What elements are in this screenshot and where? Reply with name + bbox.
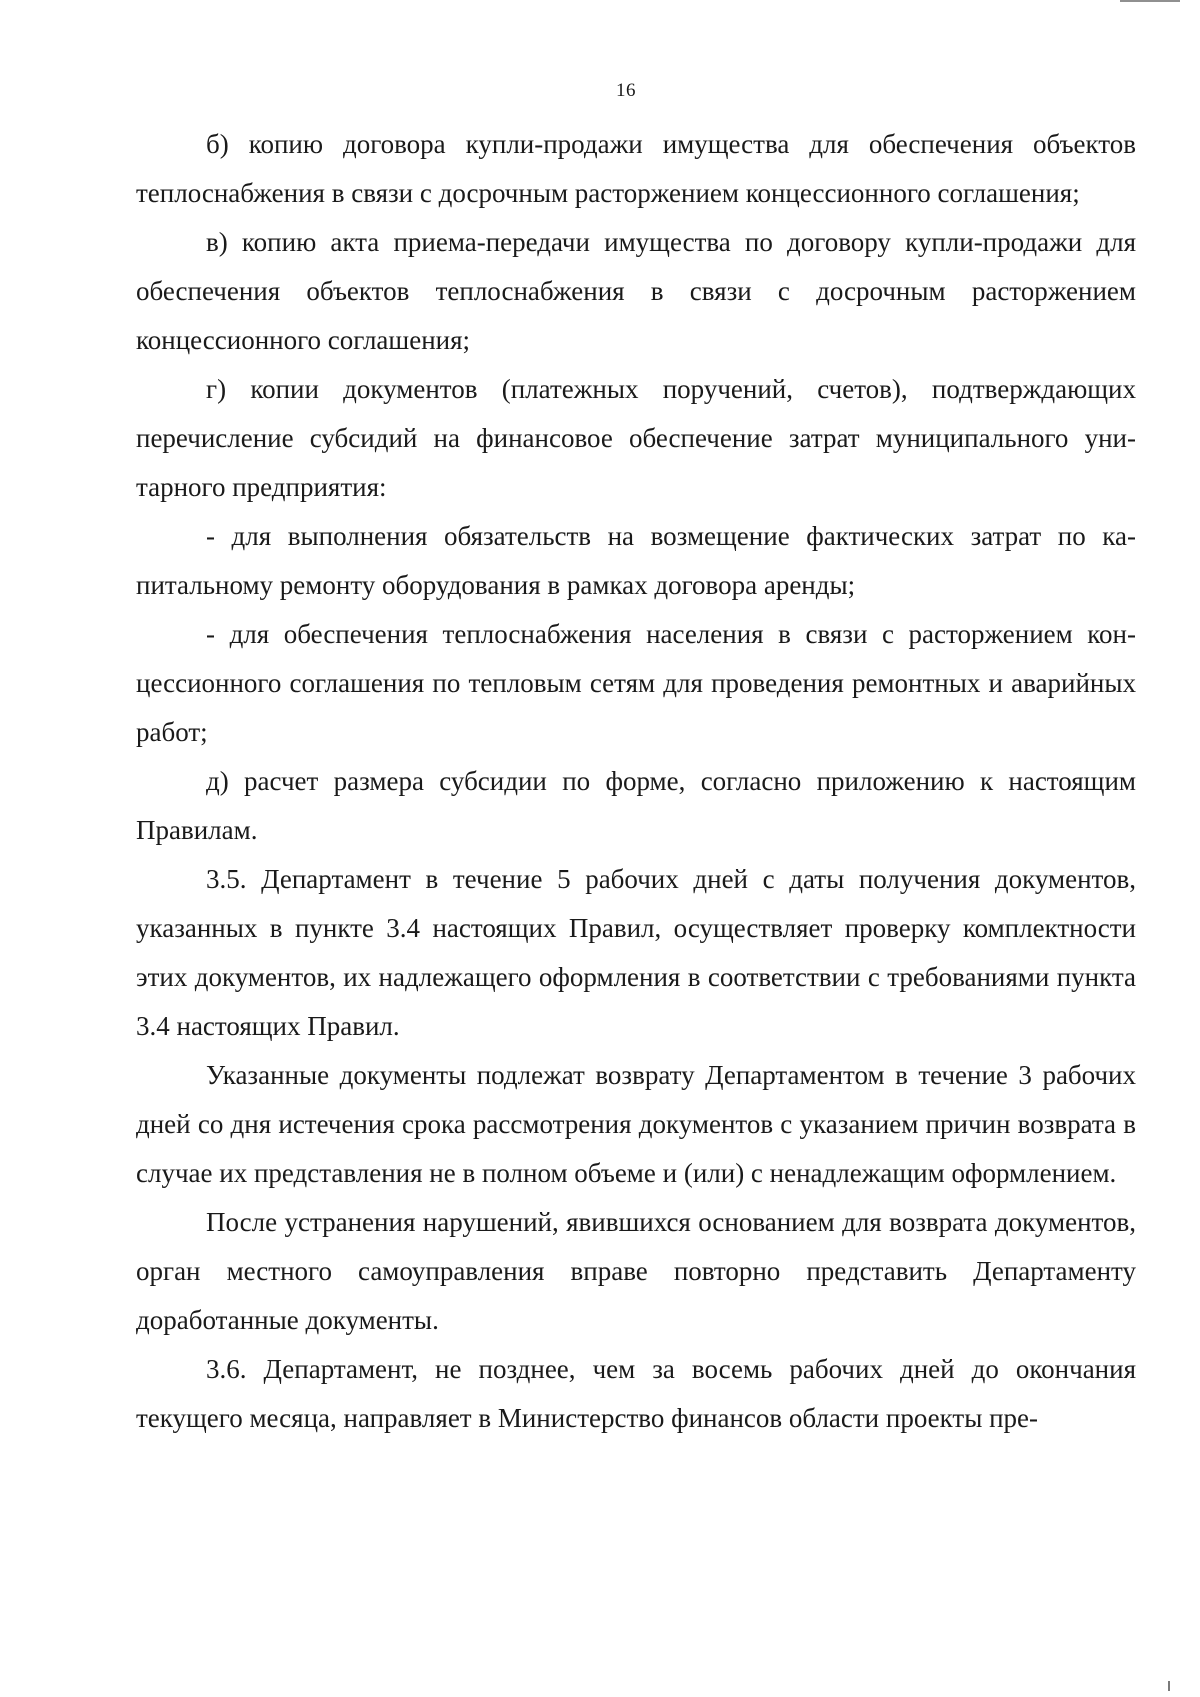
paragraph-3-6: 3.6. Департамент, не позднее, чем за восемь рабочих дней до окончания текущего месяца, направляет в Министерство финансов области проекты пре- (136, 1354, 1136, 1433)
paragraph-return-documents: Указанные документы подлежат возврату Департаментом в течение 3 рабочих дней со дня истечения срока рассмотрения документов с указанием причин возврата в случае их представления не в полном объеме и (или) с ненадлежащим оформлением. (136, 1060, 1136, 1188)
paragraph-g: г) копии документов (платежных поручений, счетов), подтверждающих перечисление субсидий на финансовое обеспечение затрат муниципального унитарного предприятия: (136, 374, 1136, 502)
paragraph-d: д) расчет размера субсидии по форме, согласно приложению к настоящим Правилам. (136, 766, 1136, 845)
paragraph-3-5: 3.5. Департамент в течение 5 рабочих дней с даты получения документов, указанных в пункте 3.4 настоящих Правил, осуществляет проверку комплектности этих документов, их надлежащего оформления в соответствии с требованиями пункта 3.4 настоящих Правил. (136, 864, 1136, 1041)
paragraph-g-item-2: - для обеспечения теплоснабжения населения в связи с расторжением концессионного соглашения по тепловым сетям для проведения ремонтных и аварийных работ; (136, 619, 1136, 747)
document-body (136, 120, 1136, 1443)
scan-artifact-top (1120, 0, 1180, 2)
paragraph-g-item-1: - для выполнения обязательств на возмещение фактических затрат по капитальному ремонту оборудования в рамках договора аренды; (136, 521, 1136, 600)
paragraph-b: б) копию договора купли-продажи имущества для обеспечения объектов теплоснабжения в связи с досрочным расторжением концессионного соглашения; (136, 129, 1136, 208)
scan-artifact-bottom (1168, 1681, 1170, 1691)
paragraph-v: в) копию акта приема-передачи имущества по договору купли-продажи для обеспечения объектов теплоснабжения в связи с досрочным расторжением концессионного соглашения; (136, 227, 1136, 355)
paragraph-resubmission: После устранения нарушений, явившихся основанием для возврата документов, орган местного самоуправления вправе повторно представить Департаменту доработанные документы. (136, 1207, 1136, 1335)
page-number: 16 (616, 80, 636, 101)
